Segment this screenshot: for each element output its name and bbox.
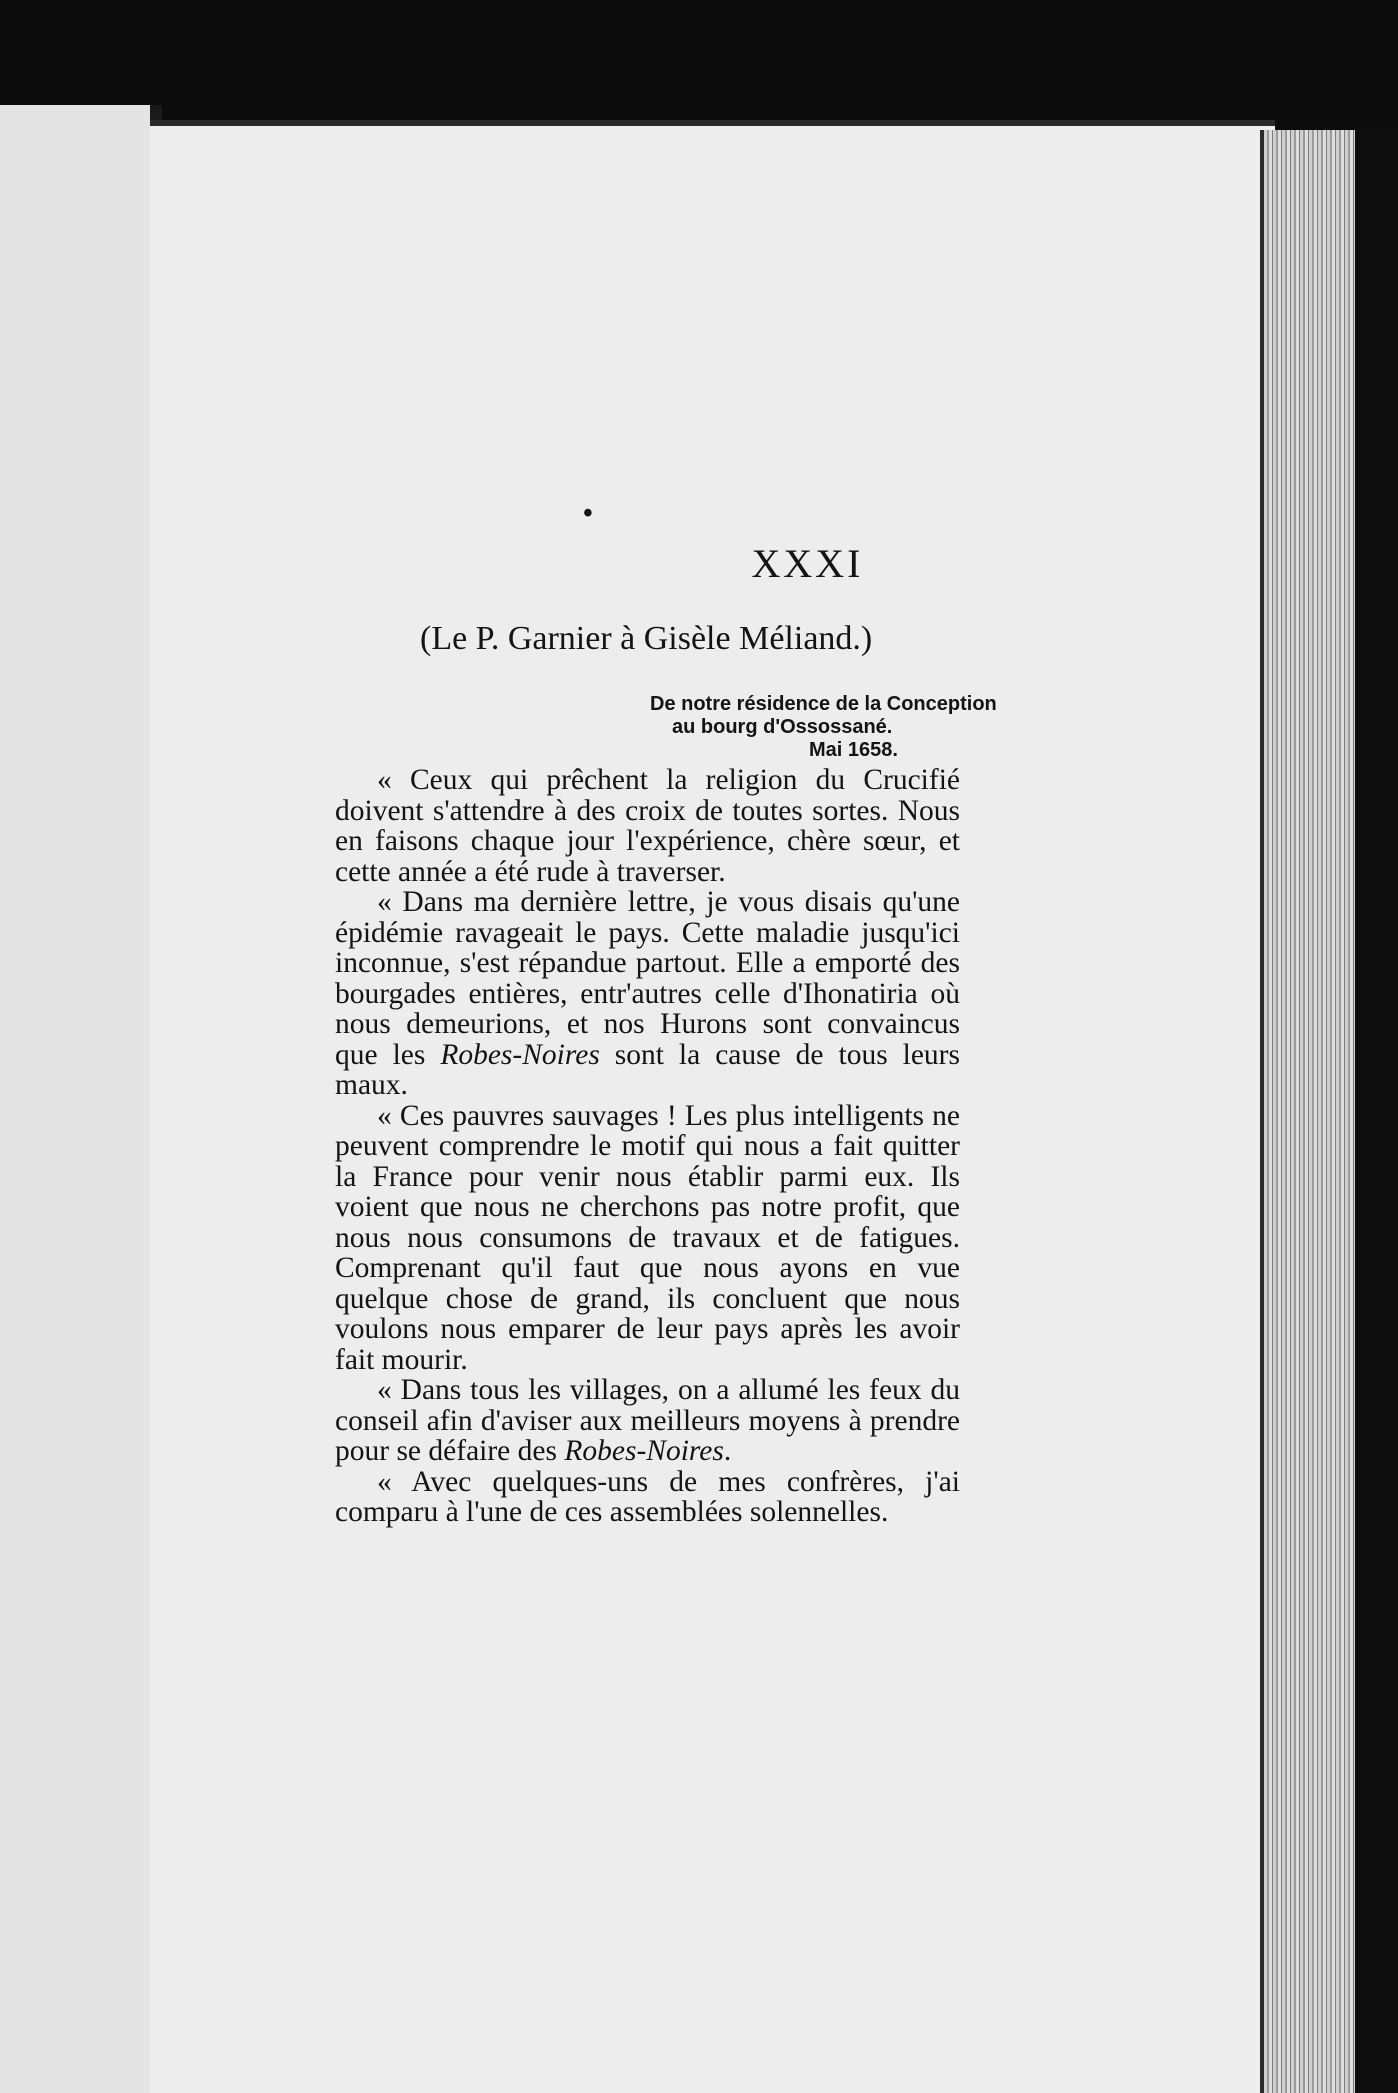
scan-border [1355,130,1398,2093]
previous-page-edge [0,105,162,2093]
paragraph: « Dans tous les villages, on a allumé les feux du conseil afin d'aviser aux meilleurs moyens à prendre pour se défaire des Robes-Noires. [335,1374,960,1467]
paragraph: « Avec quelques-uns de mes confrères, j'ai comparu à l'une de ces assemblées solennelles. [335,1465,960,1528]
book-page [150,120,1275,2093]
dateline-place: De notre résidence de la Conception [650,693,997,715]
page-fore-edge [1260,130,1364,2093]
paragraph: « Ces pauvres sauvages ! Les plus intelligents ne peuvent comprendre le motif qui nous a fait quitter la France pour venir nous établir parmi eux. Ils voient que nous ne cherchons pas notre profit, que nous nous consumons de travaux et de fatigues. Comprenant qu'il faut que nous ayons en vue quelque chose de grand, ils concluent que nous voulons nous emparer de leur pays après les avoir fait mourir. [335,1099,960,1376]
chapter-number: XXXI [751,541,864,586]
letter-body [335,765,960,1528]
emphasis-robes-noires: Robes-Noires [564,1435,724,1467]
paragraph: « Ceux qui prêchent la religion du Crucifié doivent s'attendre à des croix de toutes sortes. Nous en faisons chaque jour l'expérience, chère sœur, et cette année a été rude à traverser. [335,764,960,888]
emphasis-robes-noires: Robes-Noires [440,1038,600,1071]
paragraph: « Dans ma dernière lettre, je vous disais qu'une épidémie ravageait le pays. Cette maladie jusqu'ici inconnue, s'est répandue partout. Elle a emporté des bourgades entières, entr'autres celle d'Ihonatiria où nous demeurions, et nos Hurons sont convaincus que les Robes-Noires sont la cause de tous leurs maux. [335,886,960,1101]
letter-dateline [650,693,997,762]
stray-ink-mark: • [583,498,593,529]
letter-heading: (Le P. Garnier à Gisèle Méliand.) [420,620,873,657]
dateline-date: Mai 1658. [809,739,898,761]
dateline-town: au bourg d'Ossossané. [672,716,893,738]
